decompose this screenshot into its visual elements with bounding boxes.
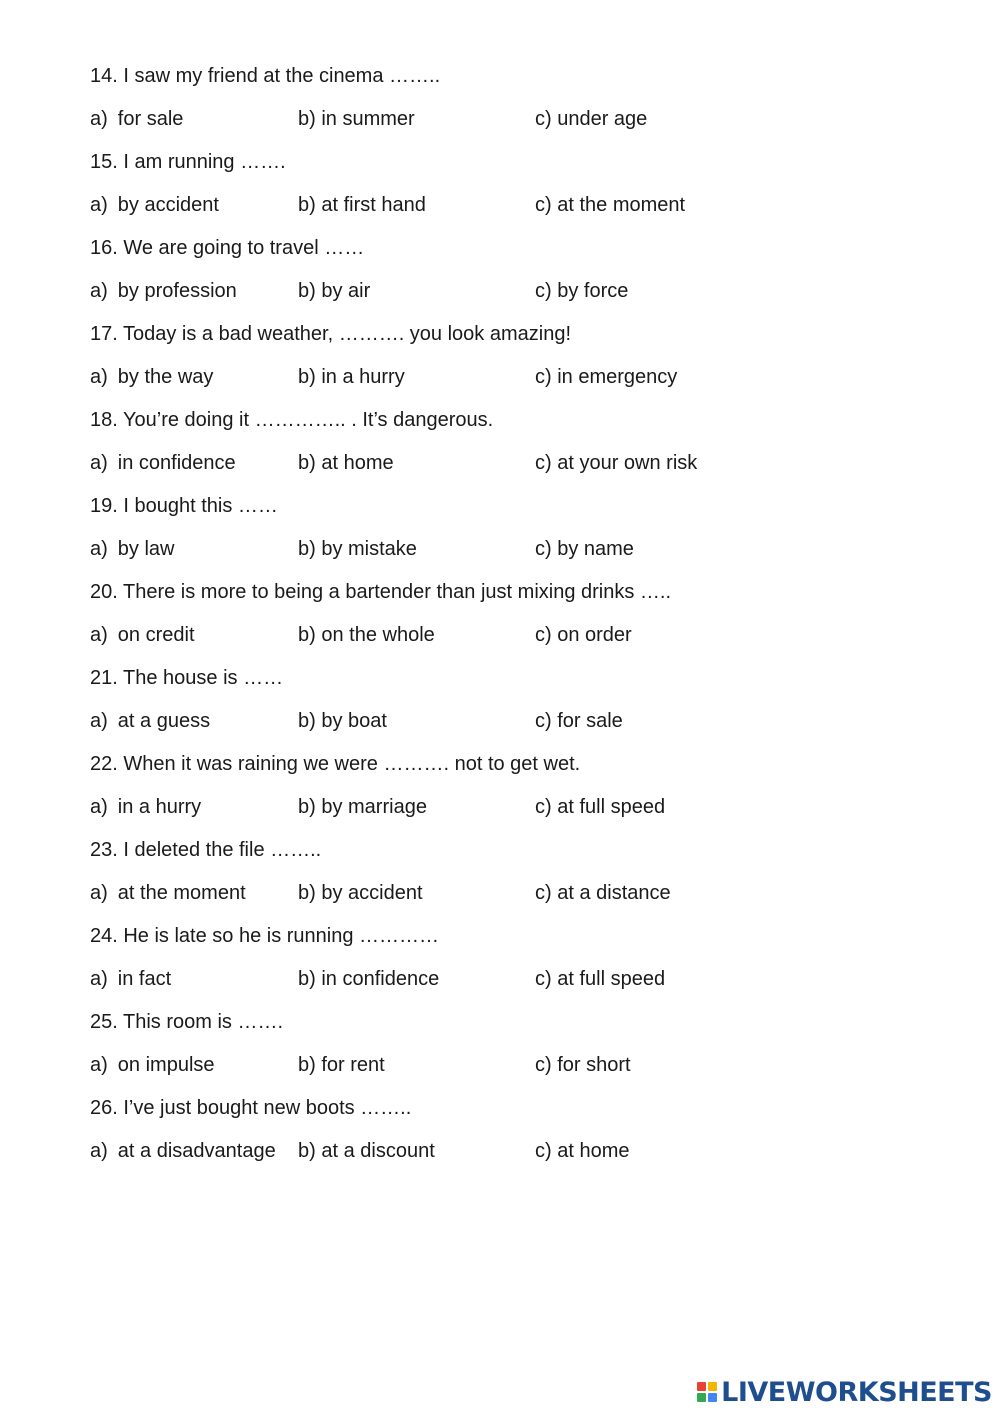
option-c[interactable]: c) under age	[535, 108, 648, 130]
options-row	[90, 1131, 950, 1174]
option-b[interactable]: b) in a hurry	[298, 366, 405, 388]
question-text: 18. You’re doing it ………….. . It’s dangerous.	[90, 409, 494, 431]
option-c[interactable]: c) for sale	[535, 710, 623, 732]
question-text: 20. There is more to being a bartender than just mixing drinks …..	[90, 581, 672, 603]
logo-square	[708, 1382, 717, 1391]
question-text: 25. This room is …….	[90, 1011, 284, 1033]
option-b[interactable]: b) on the whole	[298, 624, 435, 646]
logo-square	[697, 1382, 706, 1391]
option-c[interactable]: c) at your own risk	[535, 452, 698, 474]
option-c[interactable]: c) on order	[535, 624, 632, 646]
option-a-text: by the way	[117, 366, 214, 388]
option-a-letter: a)	[90, 194, 108, 216]
option-c[interactable]: c) for short	[535, 1054, 631, 1076]
option-c[interactable]: c) at the moment	[535, 194, 686, 216]
question-text: 17. Today is a bad weather, ………. you look amazing!	[90, 323, 572, 345]
option-b[interactable]: b) by air	[298, 280, 371, 302]
logo-square	[708, 1393, 717, 1402]
options-row	[90, 701, 950, 744]
option-b[interactable]: b) in summer	[298, 108, 415, 130]
option-c[interactable]: c) at home	[535, 1140, 630, 1162]
question-text: 24. He is late so he is running …………	[90, 925, 440, 947]
question-text: 22. When it was raining we were ………. not to get wet.	[90, 753, 581, 775]
question-text: 26. I’ve just bought new boots ……..	[90, 1097, 412, 1119]
option-b[interactable]: b) at a discount	[298, 1140, 435, 1162]
option-b[interactable]: b) in confidence	[298, 968, 440, 990]
options-row	[90, 271, 950, 314]
liveworksheets-logo	[697, 1375, 992, 1409]
option-a[interactable]	[90, 529, 175, 569]
option-b[interactable]: b) by boat	[298, 710, 387, 732]
option-a[interactable]	[90, 787, 201, 827]
option-a-text: for sale	[117, 108, 184, 130]
option-a-letter: a)	[90, 1054, 108, 1076]
question-text: 21. The house is ……	[90, 667, 284, 689]
option-a-text: on impulse	[117, 1054, 215, 1076]
option-b[interactable]: b) for rent	[298, 1054, 385, 1076]
logo-text: LIVEWORKSHEETS	[721, 1376, 992, 1408]
option-c[interactable]: c) by force	[535, 280, 629, 302]
question-text: 23. I deleted the file ……..	[90, 839, 322, 861]
worksheet	[90, 56, 950, 1174]
option-a-text: on credit	[117, 624, 195, 646]
option-a-letter: a)	[90, 796, 108, 818]
option-a-text: at the moment	[117, 882, 246, 904]
option-a-letter: a)	[90, 968, 108, 990]
question-text: 14. I saw my friend at the cinema ……..	[90, 65, 441, 87]
option-c[interactable]: c) by name	[535, 538, 634, 560]
option-c[interactable]: c) at a distance	[535, 882, 671, 904]
option-a-text: by profession	[117, 280, 237, 302]
option-a[interactable]	[90, 1045, 215, 1085]
options-row	[90, 185, 950, 228]
question-text: 19. I bought this ……	[90, 495, 278, 517]
option-a[interactable]	[90, 959, 171, 999]
options-row	[90, 1045, 950, 1088]
option-a-text: in a hurry	[117, 796, 202, 818]
option-b[interactable]: b) at home	[298, 452, 394, 474]
option-a-text: by law	[117, 538, 175, 560]
option-a-letter: a)	[90, 366, 108, 388]
option-a[interactable]	[90, 443, 236, 483]
options-row	[90, 873, 950, 916]
option-b[interactable]: b) by marriage	[298, 796, 427, 818]
option-a[interactable]	[90, 1131, 276, 1171]
option-a-letter: a)	[90, 452, 108, 474]
option-b[interactable]: b) by accident	[298, 882, 423, 904]
option-a-letter: a)	[90, 882, 108, 904]
options-row	[90, 443, 950, 486]
option-a-text: at a guess	[117, 710, 211, 732]
option-a-text: at a disadvantage	[117, 1140, 276, 1162]
option-a-letter: a)	[90, 624, 108, 646]
option-c[interactable]: c) at full speed	[535, 968, 666, 990]
option-a[interactable]	[90, 271, 237, 311]
option-c[interactable]: c) at full speed	[535, 796, 666, 818]
option-a-letter: a)	[90, 538, 108, 560]
option-b[interactable]: b) at first hand	[298, 194, 426, 216]
option-b[interactable]: b) by mistake	[298, 538, 417, 560]
option-a[interactable]	[90, 357, 213, 397]
options-row	[90, 959, 950, 1002]
logo-mark-icon	[697, 1382, 717, 1402]
option-a-text: by accident	[117, 194, 219, 216]
option-a[interactable]	[90, 615, 195, 655]
options-row	[90, 529, 950, 572]
option-a-letter: a)	[90, 280, 108, 302]
options-row	[90, 787, 950, 830]
logo-square	[697, 1393, 706, 1402]
option-a-letter: a)	[90, 108, 108, 130]
question-text: 15. I am running …….	[90, 151, 286, 173]
options-row	[90, 99, 950, 142]
option-a[interactable]	[90, 873, 246, 913]
option-a-letter: a)	[90, 1140, 108, 1162]
options-row	[90, 615, 950, 658]
option-a-letter: a)	[90, 710, 108, 732]
option-a[interactable]	[90, 99, 183, 139]
options-row	[90, 357, 950, 400]
option-c[interactable]: c) in emergency	[535, 366, 678, 388]
option-a-text: in confidence	[117, 452, 236, 474]
option-a-text: in fact	[117, 968, 172, 990]
question-text: 16. We are going to travel ……	[90, 237, 365, 259]
option-a[interactable]	[90, 185, 219, 225]
option-a[interactable]	[90, 701, 210, 741]
